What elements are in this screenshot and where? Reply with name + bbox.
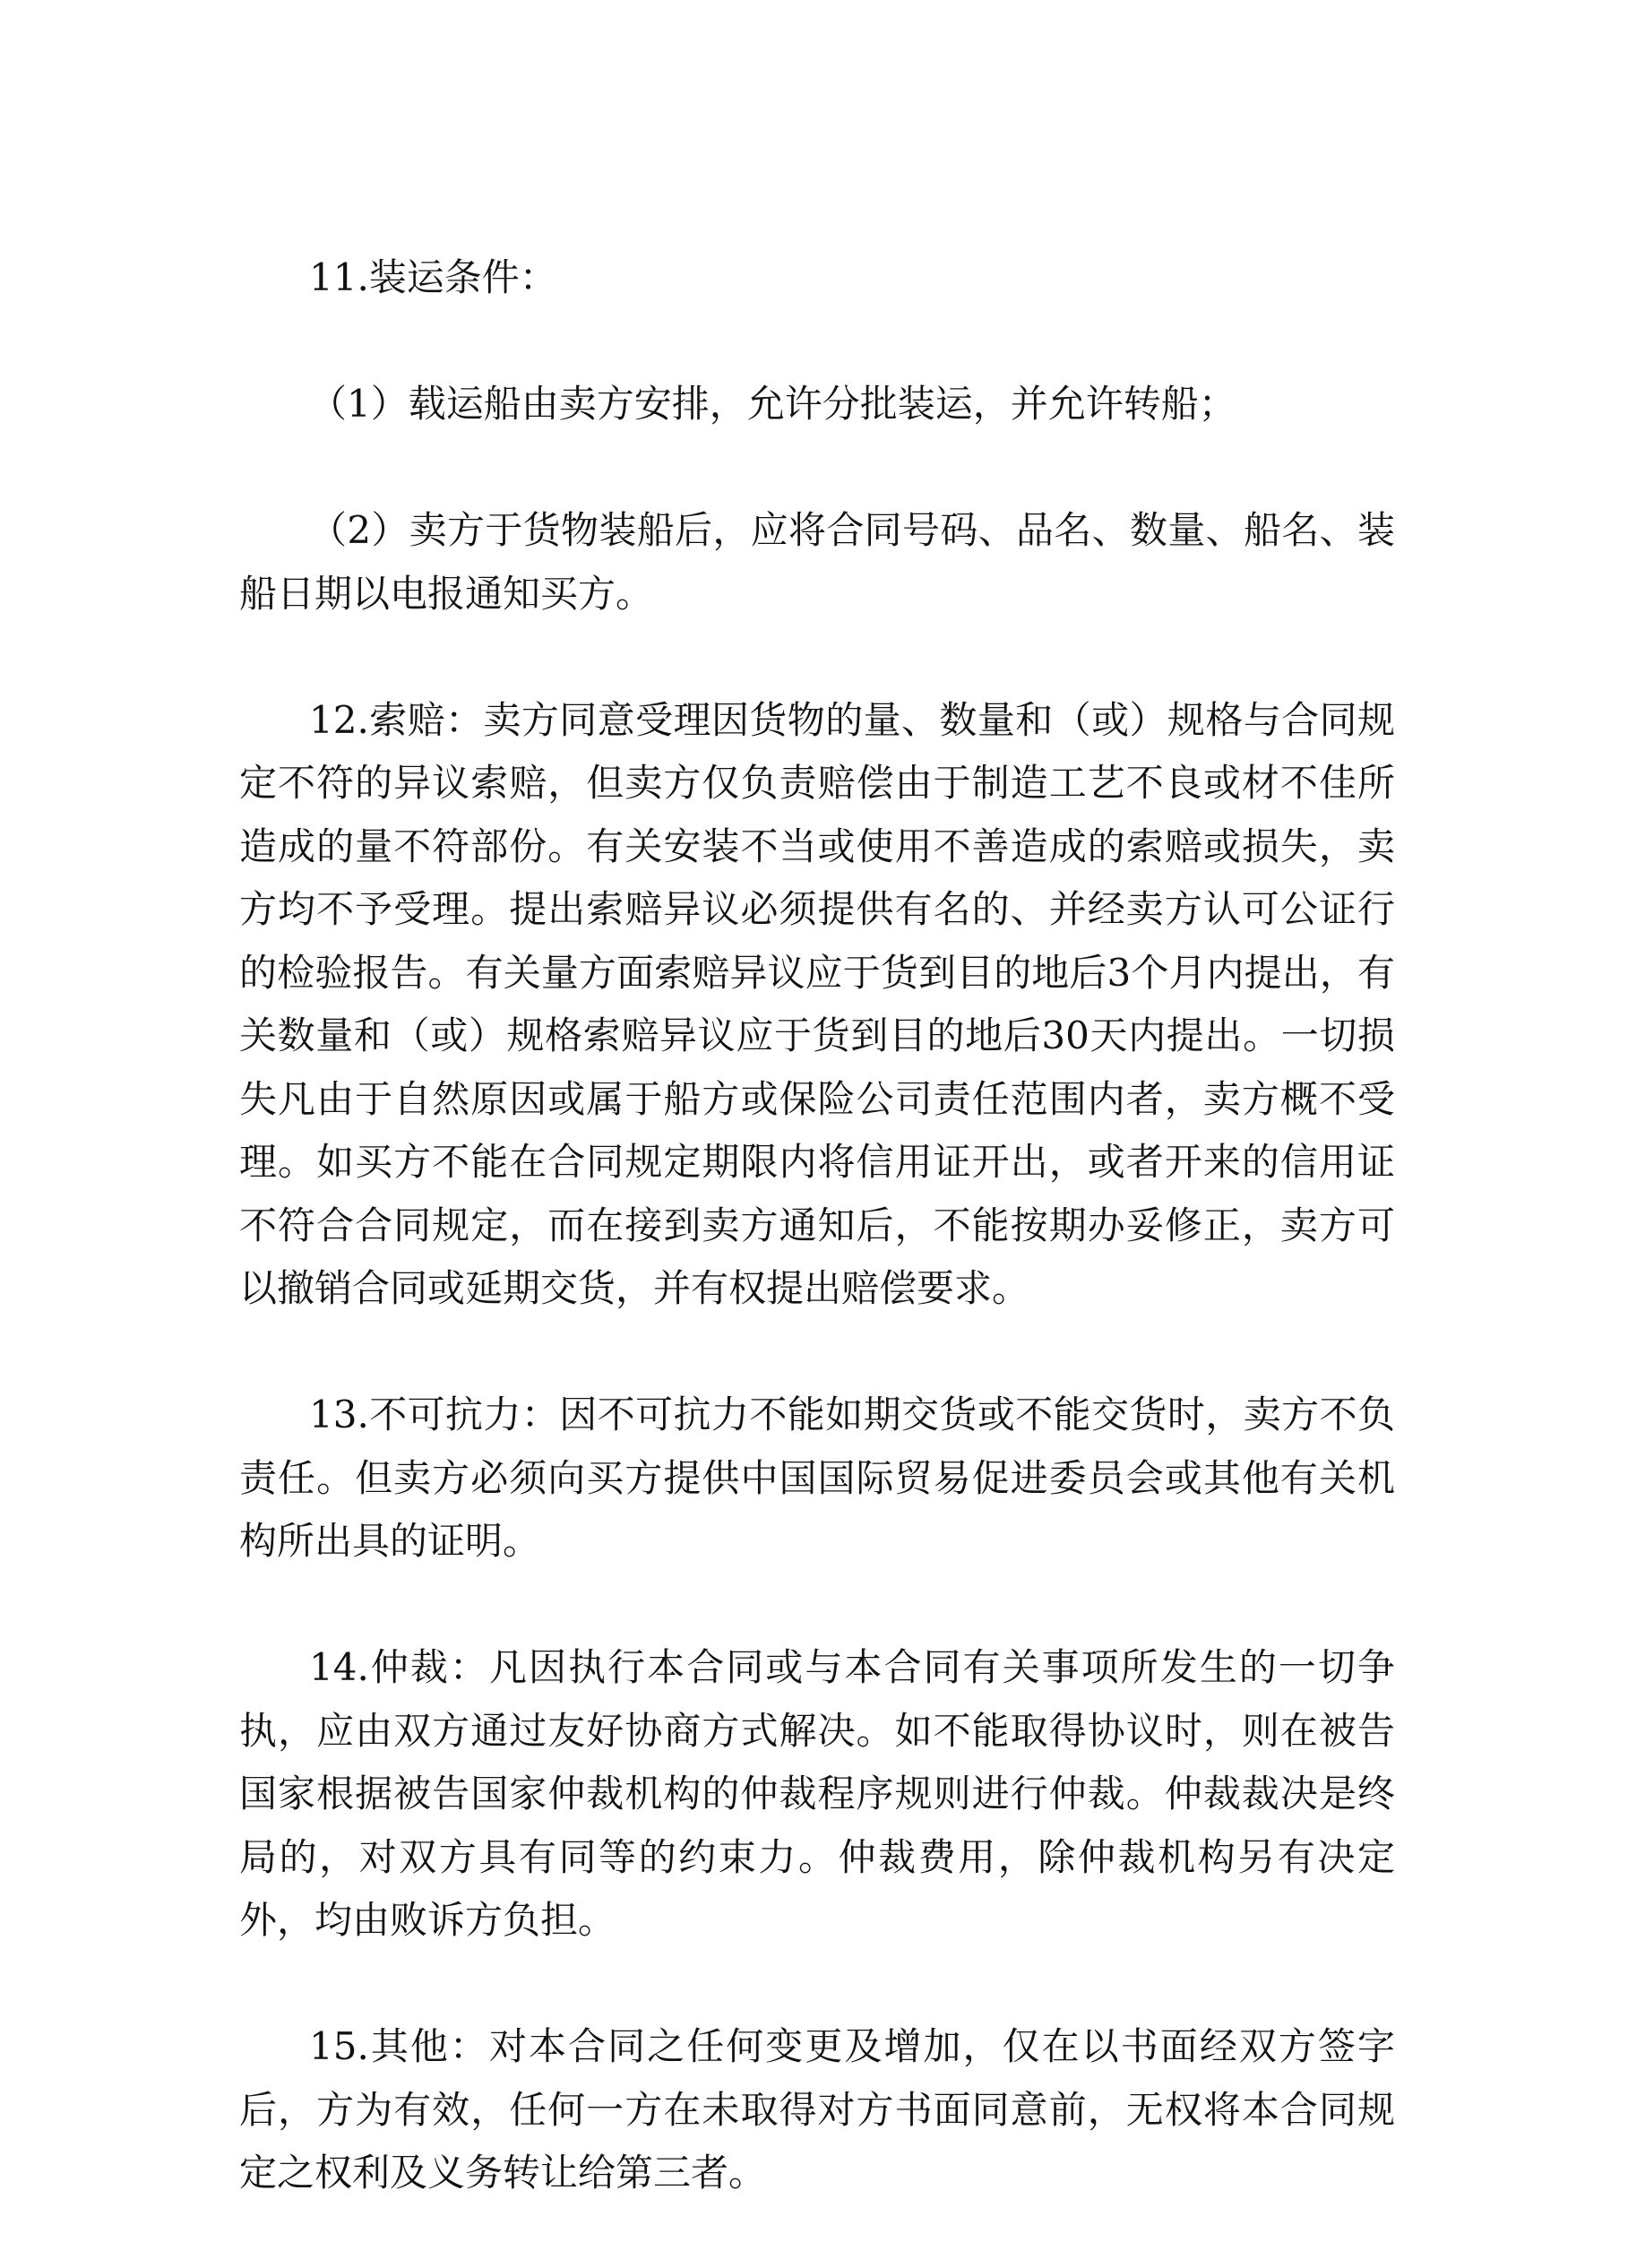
clause-14-arbitration: 14.仲裁：凡因执行本合同或与本合同有关事项所发生的一切争执，应由双方通过友好协商方式解决。如不能取得协议时，则在被告国家根据被告国家仲裁机构的仲裁程序规则进行仲裁。仲裁裁决是终局的，对双方具有同等的约束力。仲裁费用，除仲裁机构另有决定外，均由败诉方负担。 [239,1645,1395,1942]
clause-12-claims: 12.索赔：卖方同意受理因货物的量、数量和（或）规格与合同规定不符的异议索赔，但卖方仅负责赔偿由于制造工艺不良或材不佳所造成的量不符部份。有关安装不当或使用不善造成的索赔或损失，卖方均不予受理。提出索赔异议必须提供有名的、并经卖方认可公证行的检验报告。有关量方面索赔异议应于货到目的地后3个月内提出，有关数量和（或）规格索赔异议应于货到目的地后30天内提出。一切损失凡由于自然原因或属于船方或保险公司责任范围内者，卖方概不受理。如买方不能在合同规定期限内将信用证开出，或者开来的信用证不符合合同规定，而在接到卖方通知后，不能按期办妥修正，卖方可以撤销合同或延期交货，并有权提出赔偿要求。 [239,697,1395,1310]
document-page [239,246,1395,2268]
clause-11-heading: 11.装运条件： [309,255,557,299]
clause-15-other: 15.其他：对本合同之任何变更及增加，仅在以书面经双方签字后，方为有效，任何一方在未取得对方书面同意前，无权将本合同规定之权利及义务转让给第三者。 [239,2024,1395,2195]
clause-13-force-majeure: 13.不可抗力：因不可抗力不能如期交货或不能交货时，卖方不负责任。但卖方必须向买方提供中国国际贸易促进委员会或其他有关机构所出具的证明。 [239,1393,1395,1563]
clause-11-item-1: （1）载运船由卖方安排，允许分批装运，并允许转船； [309,382,1236,426]
clause-11-item-2: （2）卖方于货物装船后，应将合同号码、品名、数量、船名、装船日期以电报通知买方。 [239,508,1395,616]
